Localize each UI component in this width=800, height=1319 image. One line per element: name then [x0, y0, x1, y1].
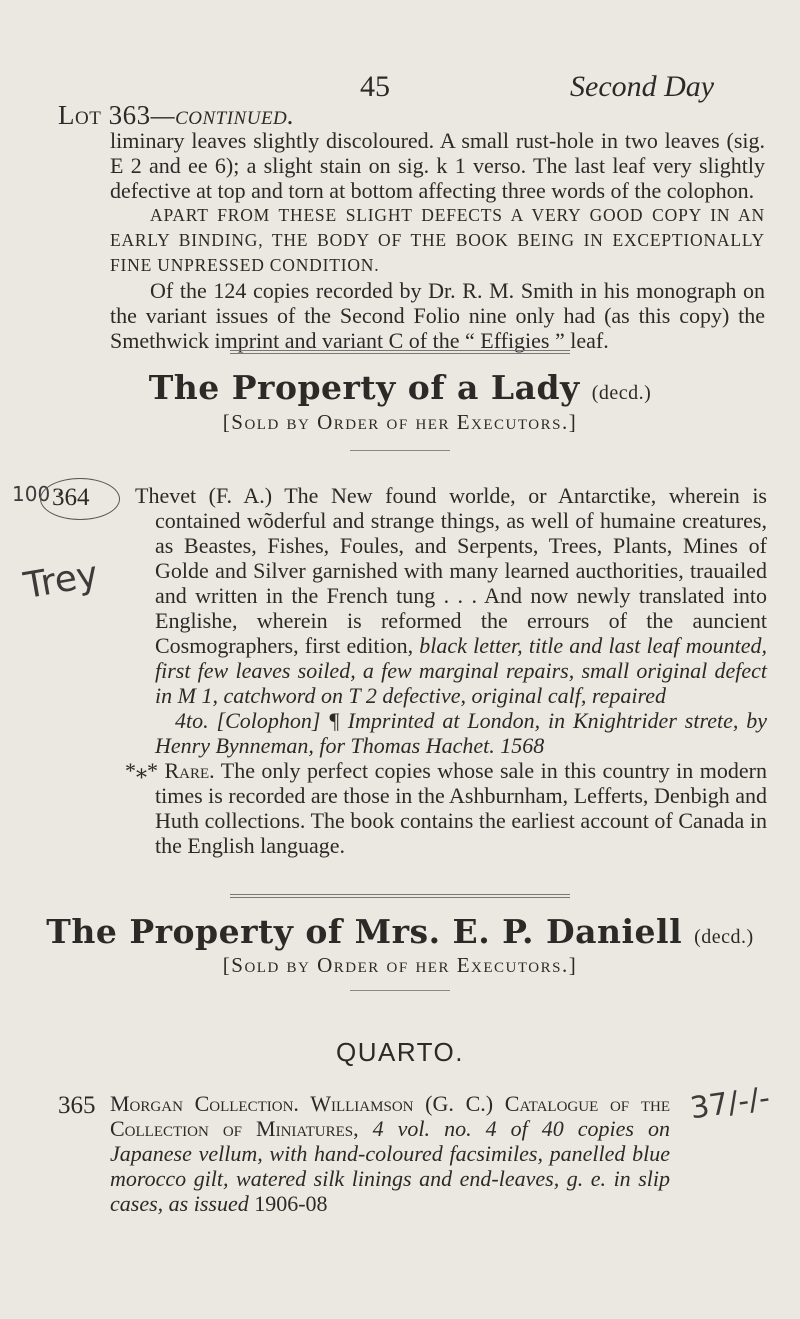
divider-rule-2 [230, 894, 570, 898]
page-number: 45 [360, 70, 390, 103]
lot-number-364: 364 [52, 484, 90, 511]
lot-364-rare-note [125, 758, 767, 858]
sold-by-order-note: [Sold by Order of her Executors.] [222, 410, 578, 434]
lot-364-condition: , title and last leaf mounted, first few leaves soiled, a few marginal repairs, small original defect in M 1, catchword on T 2 defective, original calf, repaired [155, 633, 767, 708]
lot-364-text: Thevet (F. A.) The New found worlde, or Antarctike, wherein is contained wõderful and strange things, as well of humaine creatures, as Beastes, Fishes, Foules, and Serpents, Trees, Plants, Mines of Golde and Silver garnished with many learned aucthorities, trauailed and written in the French tung . . . And now newly translated into Englishe, wherein is reformed the errours of the auncient Cosmographers, first edition, [135, 483, 767, 658]
lot-365-text: 4 vol. no. 4 of 40 copies on Japanese vellum, with hand-coloured facsimiles, panelled blue morocco gilt, watered silk linings and end-leaves, g. e. in slip cases, as issued [110, 1116, 670, 1216]
consignor-decd: (decd.) [591, 382, 652, 404]
lot-364-description [135, 483, 767, 708]
section-heading-quarto: QUARTO. [335, 1037, 464, 1067]
short-rule-2 [350, 990, 450, 991]
continued-label: —continued. [150, 100, 295, 130]
lot-363-condition: APART FROM THESE SLIGHT DEFECTS A VERY GOOD COPY IN AN EARLY BINDING, THE BODY OF THE BOOK BEING IN EXCEPTIONALLY FINE UNPRESSED CONDITION. [110, 205, 765, 275]
lot-363-description: liminary leaves slightly discoloured. A small rust-hole in two leaves (sig. E 2 and ee 6); a slight stain on sig. k 1 verso. The last leaf very slightly defective at top and torn at bottom affecting three words of the colophon. [110, 128, 765, 203]
lot-363-continuation [110, 128, 765, 353]
lot-364-entry [125, 483, 767, 858]
consignor-name-2: The Property of Mrs. E. P. Daniell [46, 912, 683, 951]
lot-continued-heading [58, 100, 295, 131]
rare-text: The only perfect copies whose sale in this country in modern times is recorded are those in the Ashburnham, Lefferts, Denbigh and Huth collections. The book contains the earliest account of Canada in the English language. [155, 758, 767, 858]
lot-365-date: 1906-08 [254, 1191, 328, 1216]
divider-rule [230, 350, 570, 354]
consignor-decd-2: (decd.) [694, 926, 754, 948]
lot-number: 363 [108, 100, 151, 130]
price-annotation: 100 · [12, 482, 63, 506]
short-rule [350, 450, 450, 451]
section-title: Second Day [570, 70, 715, 103]
buyer-annotation: Trey [21, 553, 102, 608]
consignor-name: The Property of a Lady [148, 368, 580, 407]
consignor-heading [0, 368, 800, 407]
lot-number-365: 365 [58, 1092, 96, 1119]
lot-word: Lot [58, 100, 102, 130]
price-annotation-365: 37/-/- [687, 1080, 773, 1127]
sold-by-order-note-2: [Sold by Order of her Executors.] [222, 953, 578, 977]
consignor-heading-2 [0, 912, 800, 951]
lot-365-entry [110, 1091, 670, 1216]
lot-364-format: 4to. [Colophon] ¶ Imprinted at London, in Knightrider strete, by Henry Bynneman, for Thomas Hachet. 1568 [155, 708, 767, 758]
lot-363-census: Of the 124 copies recorded by Dr. R. M. Smith in his monograph on the variant issues of the Second Folio nine only had (as this copy) the Smethwick imprint and variant C of the “ Effigies ” leaf. [110, 278, 765, 353]
lot-365-title: Morgan Collection. Williamson (G. C.) Catalogue of the Collection of Miniatures, [110, 1091, 670, 1141]
black-letter-note: black letter [419, 633, 518, 658]
rare-marker: *⁎* Rare. [125, 758, 215, 783]
